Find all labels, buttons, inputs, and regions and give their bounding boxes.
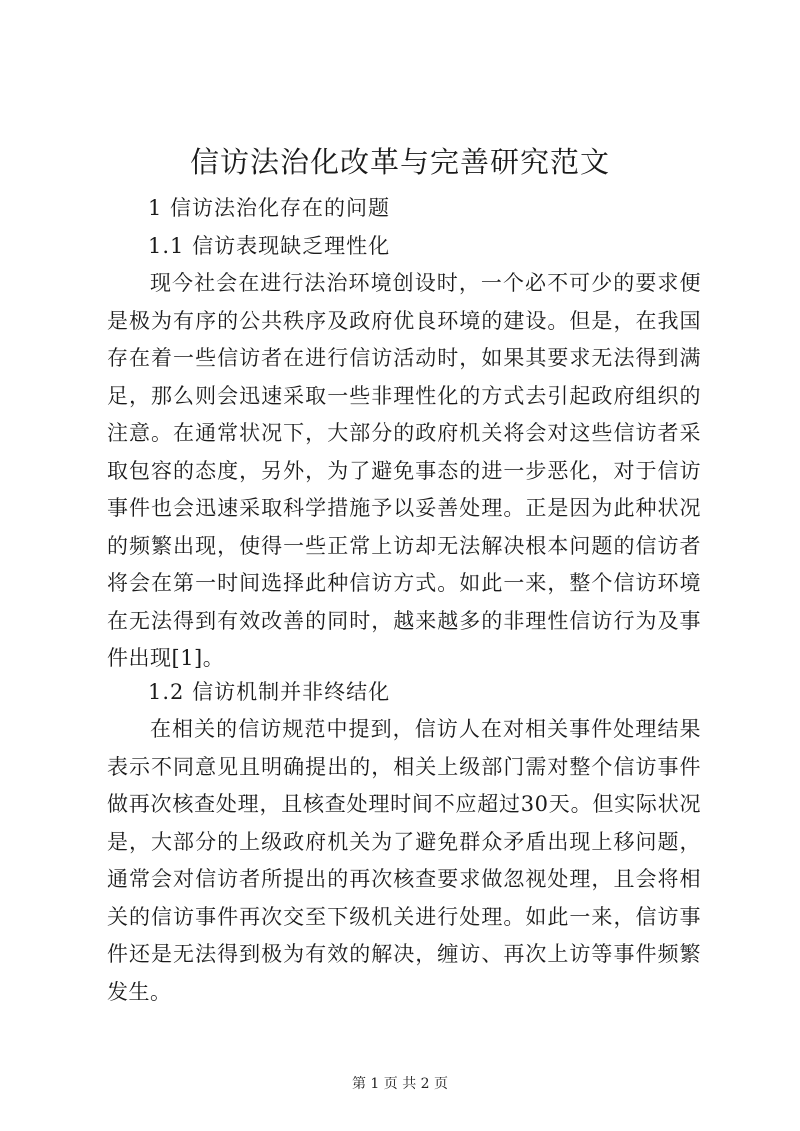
document-title: 信访法治化改革与完善研究范文 <box>189 145 610 179</box>
section-1-heading: 1 信访法治化存在的问题 <box>148 196 391 220</box>
section-1-1-heading: 1.1 信访表现缺乏理性化 <box>148 234 391 258</box>
section-1-2-heading: 1.2 信访机制并非终结化 <box>148 680 391 704</box>
section-1-2-paragraph: 在相关的信访规范中提到，信访人在对相关事件处理结果表示不同意见且明确提出的，相关上级部门需对整个信访事件做再次核查处理，且核查处理时间不应超过30天。但实际状况是，大部分的上级政府机关为了避免群众矛盾出现上移问题，通常会对信访者所提出的再次核查要求做忽视处理，且会将相关的信访事件再次交至下级机关进行处理。如此一来，信访事件还是无法得到极为有效的解决，缠访、再次上访等事件频繁发生。 <box>107 717 701 1004</box>
page-footer: 第 1 页 共 2 页 <box>351 1076 449 1092</box>
section-1-1-paragraph: 现今社会在进行法治环境创设时，一个必不可少的要求便是极为有序的公共秩序及政府优良环境的建设。但是，在我国存在着一些信访者在进行信访活动时，如果其要求无法得到满足，那么则会迅速采取一些非理性化的方式去引起政府组织的注意。在通常状况下，大部分的政府机关将会对这些信访者采取包容的态度，另外，为了避免事态的进一步恶化，对于信访事件也会迅速采取科学措施予以妥善处理。正是因为此种状况的频繁出现，使得一些正常上访却无法解决根本问题的信访者将会在第一时间选择此种信访方式。如此一来，整个信访环境在无法得到有效改善的同时，越来越多的非理性信访行为及事件出现[1]。 <box>107 271 701 670</box>
